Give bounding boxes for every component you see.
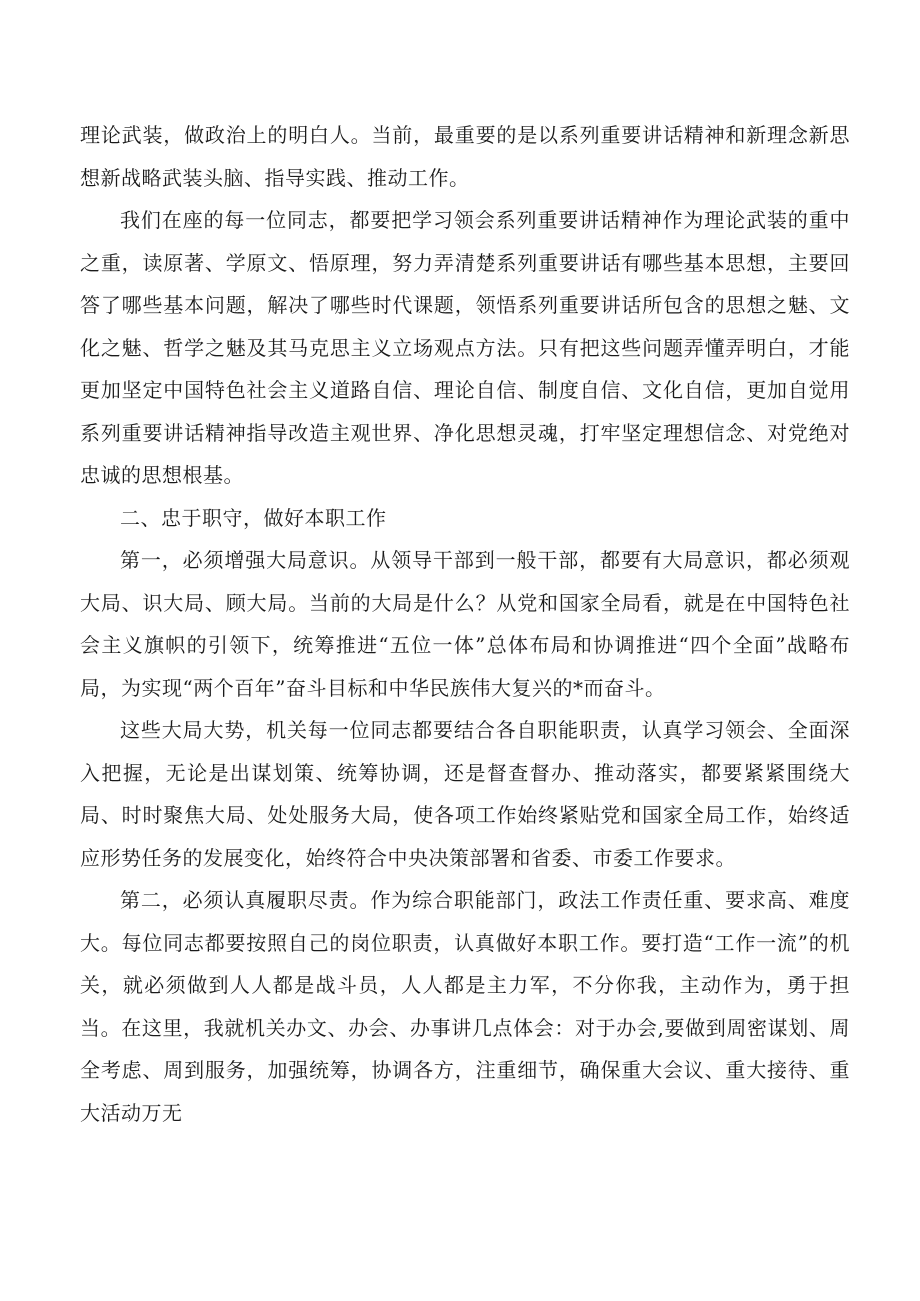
paragraph-study: 我们在座的每一位同志，都要把学习领会系列重要讲话精神作为理论武装的重中之重，读原著、学原文、悟原理，努力弄清楚系列重要讲话有哪些基本思想，主要回答了哪些基本问题，解决了哪些时代课题，领悟系列重要讲话所包含的思想之魅、文化之魅、哲学之魅及其马克思主义立场观点方法。只有把这些问题弄懂弄明白，才能更加坚定中国特色社会主义道路自信、理论自信、制度自信、文化自信，更加自觉用系列重要讲话精神指导改造主观世界、净化思想灵魂，打牢坚定理想信念、对党绝对忠诚的思想根基。 <box>80 208 850 487</box>
paragraph-second-point: 第二，必须认真履职尽责。作为综合职能部门，政法工作责任重、要求高、难度大。每位同志都要按照自己的岗位职责，认真做好本职工作。要打造“工作一流”的机关，就必须做到人人都是战斗员，人人都是主力军，不分你我，主动作为，勇于担当。在这里，我就机关办文、办会、办事讲几点体会：对于办会,要做到周密谋划、周全考虑、周到服务，加强统筹，协调各方，注重细节，确保重大会议、重大接待、重大活动万无 <box>80 888 850 1125</box>
paragraph-intro: 理论武装，做政治上的明白人。当前，最重要的是以系列重要讲话精神和新理念新思想新战略武装头脑、指导实践、推动工作。 <box>80 123 850 190</box>
paragraph-overall-situation: 这些大局大势，机关每一位同志都要结合各自职能职责，认真学习领会、全面深入把握，无论是出谋划策、统筹协调，还是督查督办、推动落实，都要紧紧围绕大局、时时聚焦大局、处处服务大局，使各项工作始终紧贴党和国家全局工作，始终适应形势任务的发展变化，始终符合中央决策部署和省委、市委工作要求。 <box>80 718 850 870</box>
paragraph-first-point: 第一，必须增强大局意识。从领导干部到一般干部，都要有大局意识，都必须观大局、识大局、顾大局。当前的大局是什么？从党和国家全局看，就是在中国特色社会主义旗帜的引领下，统筹推进“五位一体”总体布局和协调推进“四个全面”战略布局，为实现“两个百年”奋斗目标和中华民族伟大复兴的*而奋斗。 <box>80 548 850 700</box>
document-page <box>80 114 850 1134</box>
section-heading: 二、忠于职守，做好本职工作 <box>120 505 387 530</box>
